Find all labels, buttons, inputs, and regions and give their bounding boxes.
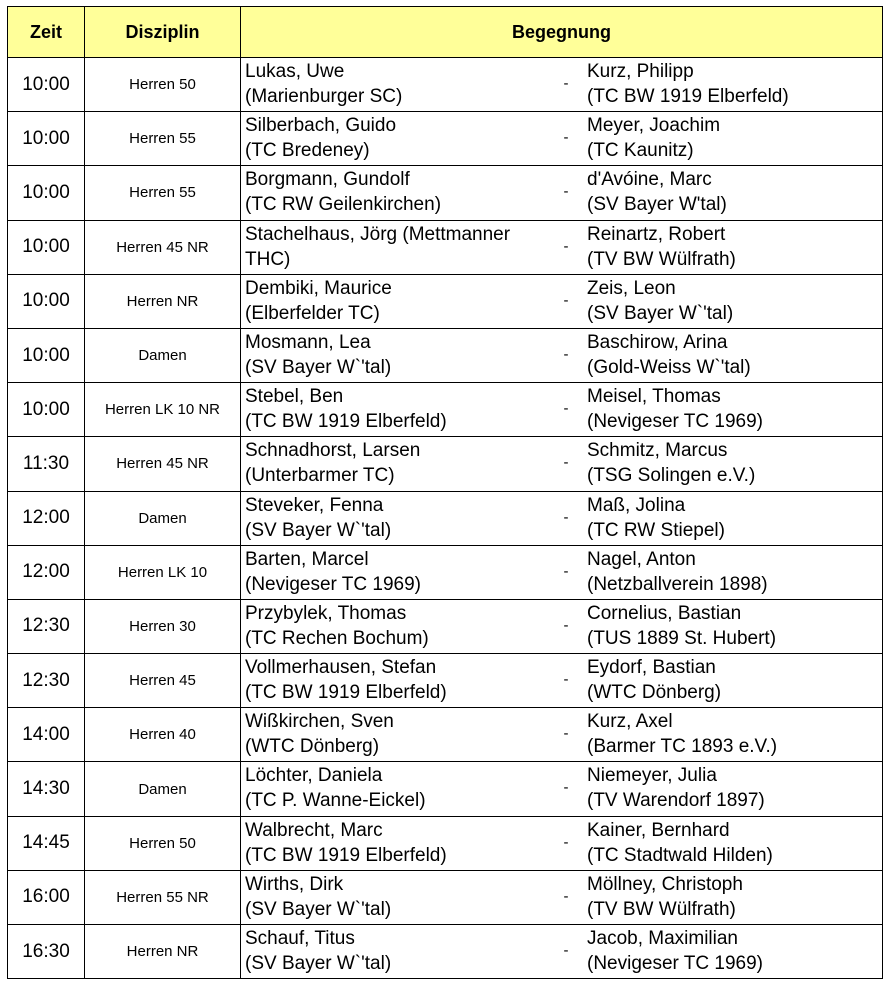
away-player-name: Zeis, Leon	[587, 277, 676, 299]
away-player-club: (WTC Dönberg)	[587, 682, 722, 704]
home-player	[241, 925, 553, 976]
home-player	[241, 492, 553, 543]
match-time: 10:00	[8, 58, 85, 112]
away-player-club: (SV Bayer W`'tal)	[587, 302, 734, 324]
away-player	[579, 871, 882, 922]
away-player	[579, 166, 882, 217]
away-player-name: Meyer, Joachim	[587, 115, 721, 137]
versus-separator: -	[563, 616, 569, 634]
home-player-name: Löchter, Daniela	[245, 765, 383, 787]
home-player	[241, 546, 553, 597]
match-time: 10:00	[8, 112, 85, 166]
match-time: 14:00	[8, 708, 85, 762]
away-player	[579, 708, 882, 759]
match-discipline: Herren 45 NR	[85, 437, 241, 491]
match-time: 10:00	[8, 220, 85, 274]
match-pairing	[241, 545, 883, 599]
match-pairing	[241, 328, 883, 382]
away-player	[579, 817, 882, 868]
away-player-name: Meisel, Thomas	[587, 386, 721, 408]
home-player-club: (TC P. Wanne-Eickel)	[245, 790, 426, 812]
versus-separator: -	[563, 833, 569, 851]
match-pairing	[241, 112, 883, 166]
away-player-club: (TC Kaunitz)	[587, 140, 694, 162]
away-player-club: (TV BW Wülfrath)	[587, 248, 736, 270]
home-player	[241, 58, 553, 109]
home-player-name: Wißkirchen, Sven	[245, 711, 394, 733]
away-player	[579, 221, 882, 272]
match-discipline: Herren 50	[85, 58, 241, 112]
home-player-club: (WTC Dönberg)	[245, 736, 380, 758]
home-player-club: (Nevigeser TC 1969)	[245, 573, 422, 595]
match-time: 10:00	[8, 274, 85, 328]
home-player-club: (Unterbarmer TC)	[245, 465, 395, 487]
away-player-name: Baschirow, Arina	[587, 331, 728, 353]
away-player-club: (Barmer TC 1893 e.V.)	[587, 736, 778, 758]
home-player-club: (TC RW Geilenkirchen)	[245, 194, 442, 216]
match-discipline: Herren NR	[85, 274, 241, 328]
away-player	[579, 654, 882, 705]
away-player-club: (SV Bayer W'tal)	[587, 194, 727, 216]
home-player	[241, 383, 553, 434]
table-row	[8, 870, 883, 924]
away-player-name: Eydorf, Bastian	[587, 657, 716, 679]
away-player	[579, 546, 882, 597]
schedule-body	[8, 58, 883, 979]
away-player-name: Kainer, Bernhard	[587, 819, 730, 841]
match-discipline: Herren 55	[85, 112, 241, 166]
home-player-name: Lukas, Uwe	[245, 61, 345, 82]
home-player-club: (TC Bredeney)	[245, 140, 370, 162]
away-player-name: d'Avóine, Marc	[587, 169, 712, 191]
match-discipline: Herren 45 NR	[85, 220, 241, 274]
away-player-club: (TV Warendorf 1897)	[587, 790, 765, 812]
table-row	[8, 383, 883, 437]
match-discipline: Herren LK 10 NR	[85, 383, 241, 437]
table-row	[8, 708, 883, 762]
home-player-name: Walbrecht, Marc	[245, 819, 383, 841]
match-discipline: Herren 55	[85, 166, 241, 220]
match-discipline: Herren 40	[85, 708, 241, 762]
home-player	[241, 817, 553, 868]
away-player	[579, 925, 882, 976]
away-player-name: Möllney, Christoph	[587, 873, 743, 895]
match-discipline: Herren LK 10	[85, 545, 241, 599]
home-player	[241, 708, 553, 759]
away-player	[579, 275, 882, 326]
away-player-club: (TC BW 1919 Elberfeld)	[587, 86, 789, 107]
home-player-name: Stachelhaus, Jörg (Mettmanner	[245, 223, 511, 245]
header-disziplin: Disziplin	[85, 7, 241, 58]
versus-separator: -	[563, 942, 569, 959]
match-pairing	[241, 870, 883, 924]
match-pairing	[241, 599, 883, 653]
table-row	[8, 220, 883, 274]
table-row	[8, 545, 883, 599]
away-player-club: (TSG Solingen e.V.)	[587, 465, 756, 487]
home-player	[241, 600, 553, 651]
versus-separator: -	[563, 508, 569, 526]
match-time: 10:00	[8, 383, 85, 437]
match-time: 12:30	[8, 654, 85, 708]
home-player	[241, 329, 553, 380]
away-player-name: Niemeyer, Julia	[587, 765, 717, 787]
home-player-club: (SV Bayer W`'tal)	[245, 519, 392, 541]
home-player-name: Stebel, Ben	[245, 386, 344, 408]
home-player-name: Mosmann, Lea	[245, 331, 371, 353]
match-pairing	[241, 58, 883, 112]
table-row	[8, 328, 883, 382]
match-pairing	[241, 383, 883, 437]
table-row	[8, 274, 883, 328]
versus-separator: -	[563, 75, 569, 92]
versus-separator: -	[563, 345, 569, 363]
match-discipline: Herren 50	[85, 816, 241, 870]
home-player-name: Schnadhorst, Larsen	[245, 440, 421, 462]
away-player-name: Cornelius, Bastian	[587, 602, 742, 624]
home-player-club: (Marienburger SC)	[245, 86, 403, 107]
table-row	[8, 654, 883, 708]
away-player	[579, 762, 882, 813]
match-time: 10:00	[8, 328, 85, 382]
match-time: 11:30	[8, 437, 85, 491]
home-player-club: (TC Rechen Bochum)	[245, 627, 429, 649]
header-begegnung: Begegnung	[241, 7, 883, 58]
match-time: 16:30	[8, 925, 85, 979]
table-row	[8, 762, 883, 816]
home-player	[241, 166, 553, 217]
schedule-table	[7, 6, 883, 979]
away-player-name: Schmitz, Marcus	[587, 440, 728, 462]
match-discipline: Herren 30	[85, 599, 241, 653]
match-pairing	[241, 654, 883, 708]
table-row	[8, 599, 883, 653]
match-pairing	[241, 708, 883, 762]
home-player	[241, 221, 553, 272]
away-player	[579, 492, 882, 543]
home-player-club: (Elberfelder TC)	[245, 302, 380, 324]
home-player-club: (SV Bayer W`'tal)	[245, 356, 392, 378]
match-time: 10:00	[8, 166, 85, 220]
table-row	[8, 925, 883, 979]
home-player-name: Barten, Marcel	[245, 548, 369, 570]
table-row	[8, 166, 883, 220]
home-player	[241, 437, 553, 488]
match-time: 12:00	[8, 491, 85, 545]
versus-separator: -	[563, 291, 569, 309]
away-player-name: Reinartz, Robert	[587, 223, 726, 245]
match-pairing	[241, 816, 883, 870]
away-player-club: (TV BW Wülfrath)	[587, 898, 736, 920]
header-zeit: Zeit	[8, 7, 85, 58]
match-pairing	[241, 762, 883, 816]
home-player-name: Borgmann, Gundolf	[245, 169, 410, 191]
home-player-name: Vollmerhausen, Stefan	[245, 657, 437, 679]
match-pairing	[241, 166, 883, 220]
home-player-name: Schauf, Titus	[245, 928, 355, 949]
versus-separator: -	[563, 454, 569, 472]
versus-separator: -	[563, 237, 569, 255]
away-player-club: (TC Stadtwald Hilden)	[587, 844, 773, 866]
match-discipline: Damen	[85, 491, 241, 545]
away-player-club: (Nevigeser TC 1969)	[587, 411, 764, 433]
versus-separator: -	[563, 671, 569, 689]
versus-separator: -	[563, 400, 569, 418]
home-player-club: THC)	[245, 248, 291, 270]
away-player-name: Nagel, Anton	[587, 548, 696, 570]
home-player-club: (TC BW 1919 Elberfeld)	[245, 844, 447, 866]
home-player-club: (SV Bayer W`'tal)	[245, 898, 392, 920]
match-discipline: Herren NR	[85, 925, 241, 979]
home-player-club: (SV Bayer W`'tal)	[245, 953, 392, 974]
home-player-name: Steveker, Fenna	[245, 494, 384, 516]
versus-separator: -	[563, 183, 569, 201]
table-row	[8, 491, 883, 545]
header-row	[8, 7, 883, 58]
match-time: 14:45	[8, 816, 85, 870]
away-player-name: Kurz, Axel	[587, 711, 673, 733]
home-player	[241, 871, 553, 922]
away-player-club: (Nevigeser TC 1969)	[587, 953, 764, 974]
match-time: 16:00	[8, 870, 85, 924]
home-player-club: (TC BW 1919 Elberfeld)	[245, 411, 447, 433]
match-pairing	[241, 274, 883, 328]
table-row	[8, 58, 883, 112]
home-player	[241, 112, 553, 163]
home-player	[241, 654, 553, 705]
away-player	[579, 58, 882, 109]
versus-separator: -	[563, 562, 569, 580]
match-pairing	[241, 491, 883, 545]
match-pairing	[241, 220, 883, 274]
home-player	[241, 275, 553, 326]
match-time: 12:30	[8, 599, 85, 653]
away-player-club: (Netzballverein 1898)	[587, 573, 768, 595]
versus-separator: -	[563, 725, 569, 743]
away-player	[579, 600, 882, 651]
table-row	[8, 112, 883, 166]
schedule-sheet	[7, 6, 883, 979]
match-discipline: Damen	[85, 762, 241, 816]
home-player-name: Wirths, Dirk	[245, 873, 344, 895]
match-discipline: Herren 55 NR	[85, 870, 241, 924]
match-discipline: Damen	[85, 328, 241, 382]
away-player-club: (TUS 1889 St. Hubert)	[587, 627, 777, 649]
away-player	[579, 437, 882, 488]
versus-separator: -	[563, 887, 569, 905]
away-player-club: (TC RW Stiepel)	[587, 519, 725, 541]
home-player-name: Silberbach, Guido	[245, 115, 397, 137]
table-row	[8, 816, 883, 870]
away-player	[579, 383, 882, 434]
home-player	[241, 762, 553, 813]
match-time: 12:00	[8, 545, 85, 599]
versus-separator: -	[563, 129, 569, 147]
home-player-name: Przybylek, Thomas	[245, 602, 407, 624]
table-row	[8, 437, 883, 491]
away-player	[579, 112, 882, 163]
away-player-name: Maß, Jolina	[587, 494, 686, 516]
away-player-club: (Gold-Weiss W`'tal)	[587, 356, 751, 378]
away-player-name: Jacob, Maximilian	[587, 928, 738, 949]
match-pairing	[241, 925, 883, 979]
home-player-name: Dembiki, Maurice	[245, 277, 392, 299]
versus-separator: -	[563, 779, 569, 797]
home-player-club: (TC BW 1919 Elberfeld)	[245, 682, 447, 704]
away-player	[579, 329, 882, 380]
match-time: 14:30	[8, 762, 85, 816]
away-player-name: Kurz, Philipp	[587, 61, 694, 82]
match-discipline: Herren 45	[85, 654, 241, 708]
match-pairing	[241, 437, 883, 491]
